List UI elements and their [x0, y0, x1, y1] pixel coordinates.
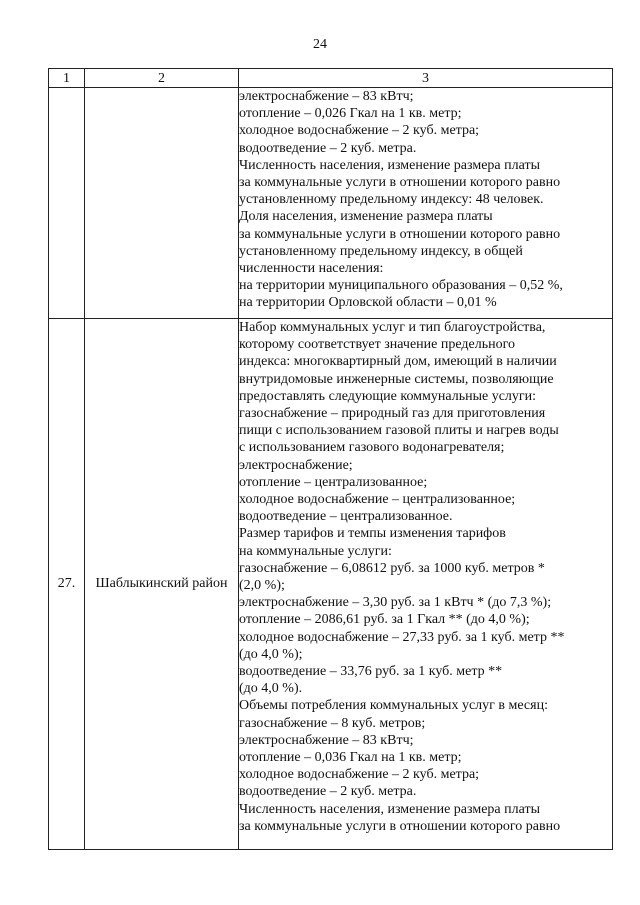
content-line: за коммунальные услуги в отношении которого равно	[239, 175, 561, 191]
page-number: 24	[313, 37, 327, 52]
content-line: внутридомовые инженерные системы, позволяющие	[239, 371, 554, 387]
content-line: установленному предельному индексу: 48 человек.	[239, 192, 544, 208]
content-line: на коммунальные услуги:	[239, 543, 392, 559]
table-row	[49, 88, 613, 319]
row-number-cell: 27.	[49, 319, 85, 850]
row-number-cell	[49, 88, 85, 319]
content-line: газоснабжение – 6,08612 руб. за 1000 куб. метров *	[239, 560, 545, 576]
content-line: которому соответствует значение предельного	[239, 337, 515, 353]
content-cell	[239, 88, 613, 319]
content-line: на территории Орловской области – 0,01 %	[239, 295, 497, 311]
content-line: водоотведение – 33,76 руб. за 1 куб. метр **	[239, 664, 503, 680]
tariff-table	[48, 68, 613, 850]
content-line: на территории муниципального образования – 0,52 %,	[239, 278, 563, 294]
content-line: установленному предельному индексу, в общей	[239, 243, 523, 259]
content-line: отопление – 0,036 Гкал на 1 кв. метр;	[239, 750, 462, 766]
content-line: холодное водоснабжение – 27,33 руб. за 1 куб. метр **	[239, 629, 565, 645]
content-cell	[239, 319, 613, 850]
column-header-2: 2	[85, 69, 239, 88]
content-line: холодное водоснабжение – 2 куб. метра;	[239, 767, 480, 783]
content-line: электроснабжение – 83 кВтч;	[239, 89, 414, 104]
content-line: электроснабжение – 83 кВтч;	[239, 732, 414, 748]
content-line: Численность населения, изменение размера платы	[239, 157, 540, 173]
content-line: с использованием газового водонагревателя;	[239, 440, 505, 456]
content-line: холодное водоснабжение – 2 куб. метра;	[239, 123, 480, 139]
content-line: Набор коммунальных услуг и тип благоустройства,	[239, 320, 546, 335]
content-line: за коммунальные услуги в отношении которого равно	[239, 226, 561, 242]
content-line: Доля населения, изменение размера платы	[239, 209, 493, 225]
content-line: газоснабжение – 8 куб. метров;	[239, 715, 426, 731]
content-line: водоотведение – 2 куб. метра.	[239, 784, 417, 800]
content-line: газоснабжение – природный газ для приготовления	[239, 406, 546, 422]
column-header-3: 3	[239, 69, 613, 88]
content-line: (до 4,0 %).	[239, 681, 303, 697]
table-header-row	[49, 69, 613, 88]
content-line: предоставлять следующие коммунальные услуги:	[239, 388, 537, 404]
municipality-name-cell: Шаблыкинский район	[85, 319, 239, 850]
content-line: электроснабжение – 3,30 руб. за 1 кВтч * (до 7,3 %);	[239, 595, 552, 611]
column-header-1: 1	[49, 69, 85, 88]
content-line: отопление – централизованное;	[239, 474, 428, 490]
municipality-name-cell	[85, 88, 239, 319]
content-line: пищи с использованием газовой плиты и нагрев воды	[239, 423, 559, 439]
content-line: численности населения:	[239, 261, 384, 277]
content-line: Объемы потребления коммунальных услуг в месяц:	[239, 698, 548, 714]
content-line: электроснабжение;	[239, 457, 353, 473]
table-row	[49, 319, 613, 850]
content-line: водоотведение – централизованное.	[239, 509, 453, 525]
content-line: (2,0 %);	[239, 578, 285, 594]
content-line: индекса: многоквартирный дом, имеющий в наличии	[239, 354, 557, 370]
content-line: Размер тарифов и темпы изменения тарифов	[239, 526, 506, 542]
content-line: (до 4,0 %);	[239, 646, 303, 662]
content-line: отопление – 0,026 Гкал на 1 кв. метр;	[239, 106, 462, 122]
content-line: за коммунальные услуги в отношении которого равно	[239, 818, 561, 834]
content-line: Численность населения, изменение размера платы	[239, 801, 540, 817]
content-line: отопление – 2086,61 руб. за 1 Гкал ** (до 4,0 %);	[239, 612, 530, 628]
content-line: холодное водоснабжение – централизованное;	[239, 492, 516, 508]
content-line: водоотведение – 2 куб. метра.	[239, 140, 417, 156]
